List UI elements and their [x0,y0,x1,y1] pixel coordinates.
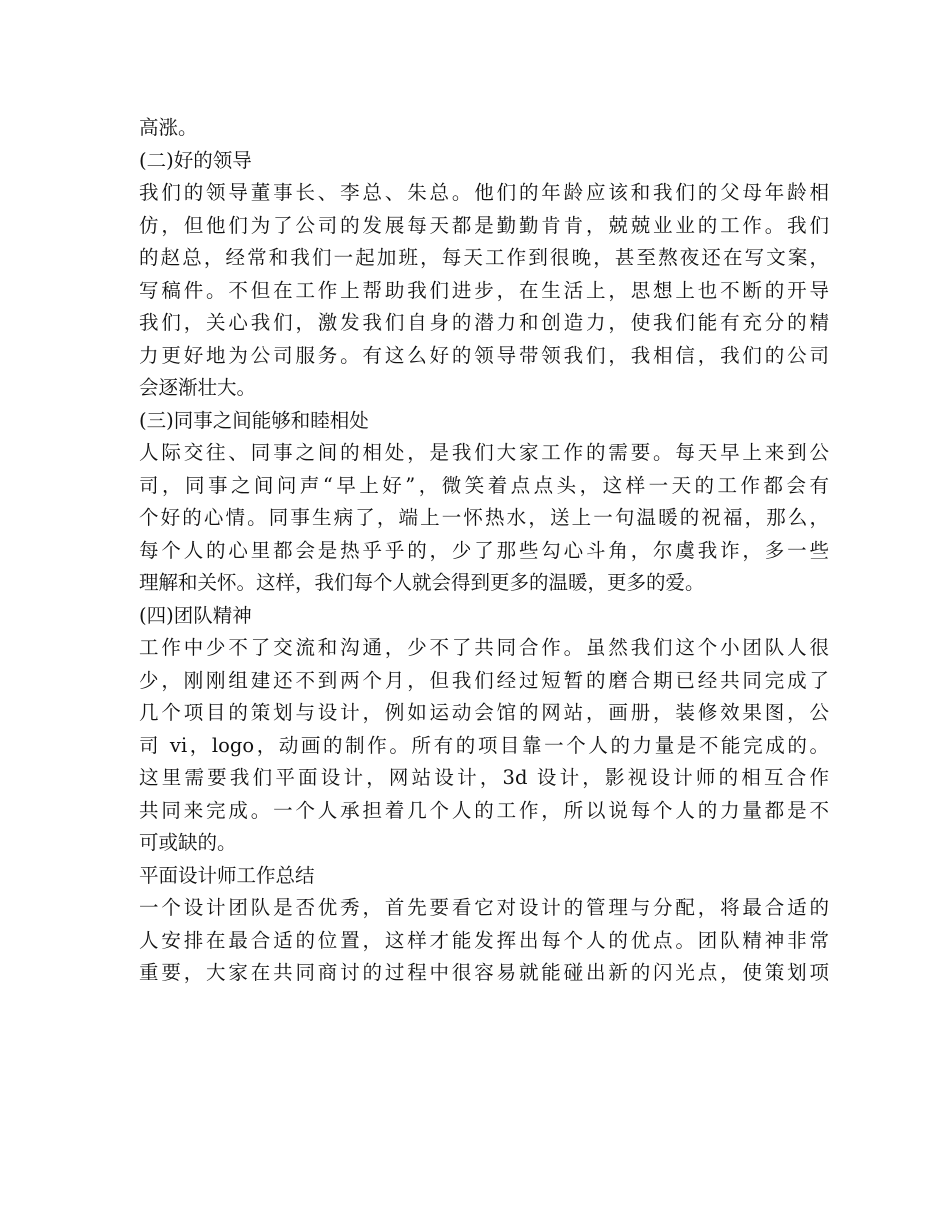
text-line: 重要，大家在共同商讨的过程中很容易就能碰出新的闪光点，使策划项 [139,961,829,984]
section-heading-graphic-designer-summary: 平面设计师工作总结 [139,863,315,887]
text-line: 我们，关心我们，激发我们自身的潜力和创造力，使我们能有充分的精 [139,311,829,334]
text-line: 人安排在最合适的位置，这样才能发挥出每个人的优点。团队精神非常 [139,928,829,952]
text-line: 司 vi，logo，动画的制作。所有的项目靠一个人的力量是不能完成的。 [139,733,829,757]
text-line: 理解和关怀。这样，我们每个人就会得到更多的温暖，更多的爱。 [139,571,705,594]
text-line: 人际交往、同事之间的相处，是我们大家工作的需要。每天早上来到公 [139,441,829,464]
text-line: 个好的心情。同事生病了，端上一怀热水，送上一句温暖的祝福，那么， [139,506,829,529]
text-line: 力更好地为公司服务。有这么好的领导带领我们，我相信，我们的公司 [139,343,829,367]
text-line: 一个设计团队是否优秀，首先要看它对设计的管理与分配，将最合适的 [139,896,829,919]
text-line: 工作中少不了交流和沟通，少不了共同合作。虽然我们这个小团队人很 [139,636,829,659]
text-line: 这里需要我们平面设计，网站设计，3d 设计，影视设计师的相互合作 [139,766,829,789]
section-heading-team-spirit: (四)团队精神 [139,603,252,627]
text-line: 共同来完成。一个人承担着几个人的工作，所以说每个人的力量都是不 [139,798,829,822]
document-page [139,112,829,990]
text-line: 少，刚刚组建还不到两个月，但我们经过短暂的磨合期已经共同完成了 [139,668,829,692]
text-line: 司，同事之间问声“早上好”，微笑着点点头，这样一天的工作都会有 [139,473,829,497]
text-line: 会逐渐壮大。 [139,376,257,399]
section-heading-good-leadership: (二)好的领导 [139,148,252,172]
text-line: 几个项目的策划与设计，例如运动会馆的网站，画册，装修效果图，公 [139,701,829,724]
text-line: 我们的领导董事长、李总、朱总。他们的年龄应该和我们的父母年龄相 [139,181,829,204]
text-line: 高涨。 [139,116,198,139]
text-line: 仿，但他们为了公司的发展每天都是勤勤肯肯，兢兢业业的工作。我们 [139,213,829,237]
section-heading-colleagues: (三)同事之间能够和睦相处 [139,408,369,432]
text-line: 的赵总，经常和我们一起加班，每天工作到很晚，甚至熬夜还在写文案， [139,246,829,269]
text-line: 每个人的心里都会是热乎乎的，少了那些勾心斗角，尔虞我诈，多一些 [139,538,829,562]
text-line: 写稿件。不但在工作上帮助我们进步，在生活上，思想上也不断的开导 [139,278,829,302]
text-line: 可或缺的。 [139,831,237,854]
